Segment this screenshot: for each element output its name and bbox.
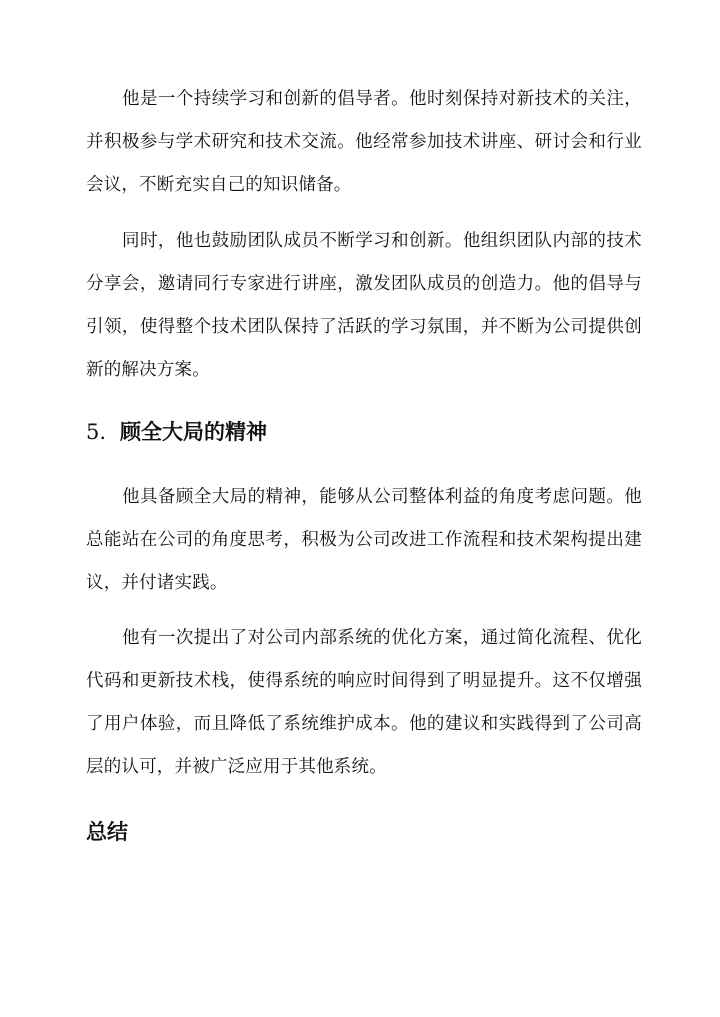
summary-heading: 总结 xyxy=(86,820,128,844)
paragraph-team-encouragement: 同时，他也鼓励团队成员不断学习和创新。他组织团队内部的技术分享会，邀请同行专家进行讲座，激发团队成员的创造力。他的倡导与引领，使得整个技术团队保持了活跃的学习氛围，并不断为公司提供创新的解决方案。 xyxy=(86,231,642,380)
section-title: 顾全大局的精神 xyxy=(120,420,268,444)
section-heading-5 xyxy=(86,417,267,447)
paragraph-big-picture: 他具备顾全大局的精神，能够从公司整体利益的角度考虑问题。他总能站在公司的角度思考，积极为公司改进工作流程和技术架构提出建议，并付诸实践。 xyxy=(86,487,642,593)
section-number: 5. xyxy=(86,420,107,444)
paragraph-continuous-learning: 他是一个持续学习和创新的倡导者。他时刻保持对新技术的关注，并积极参与学术研究和技术交流。他经常参加技术讲座、研讨会和行业会议，不断充实自己的知识储备。 xyxy=(86,89,642,195)
paragraph-optimization-example: 他有一次提出了对公司内部系统的优化方案，通过简化流程、优化代码和更新技术栈，使得系统的响应时间得到了明显提升。这不仅增强了用户体验，而且降低了系统维护成本。他的建议和实践得到了公司高层的认可，并被广泛应用于其他系统。 xyxy=(86,628,642,777)
